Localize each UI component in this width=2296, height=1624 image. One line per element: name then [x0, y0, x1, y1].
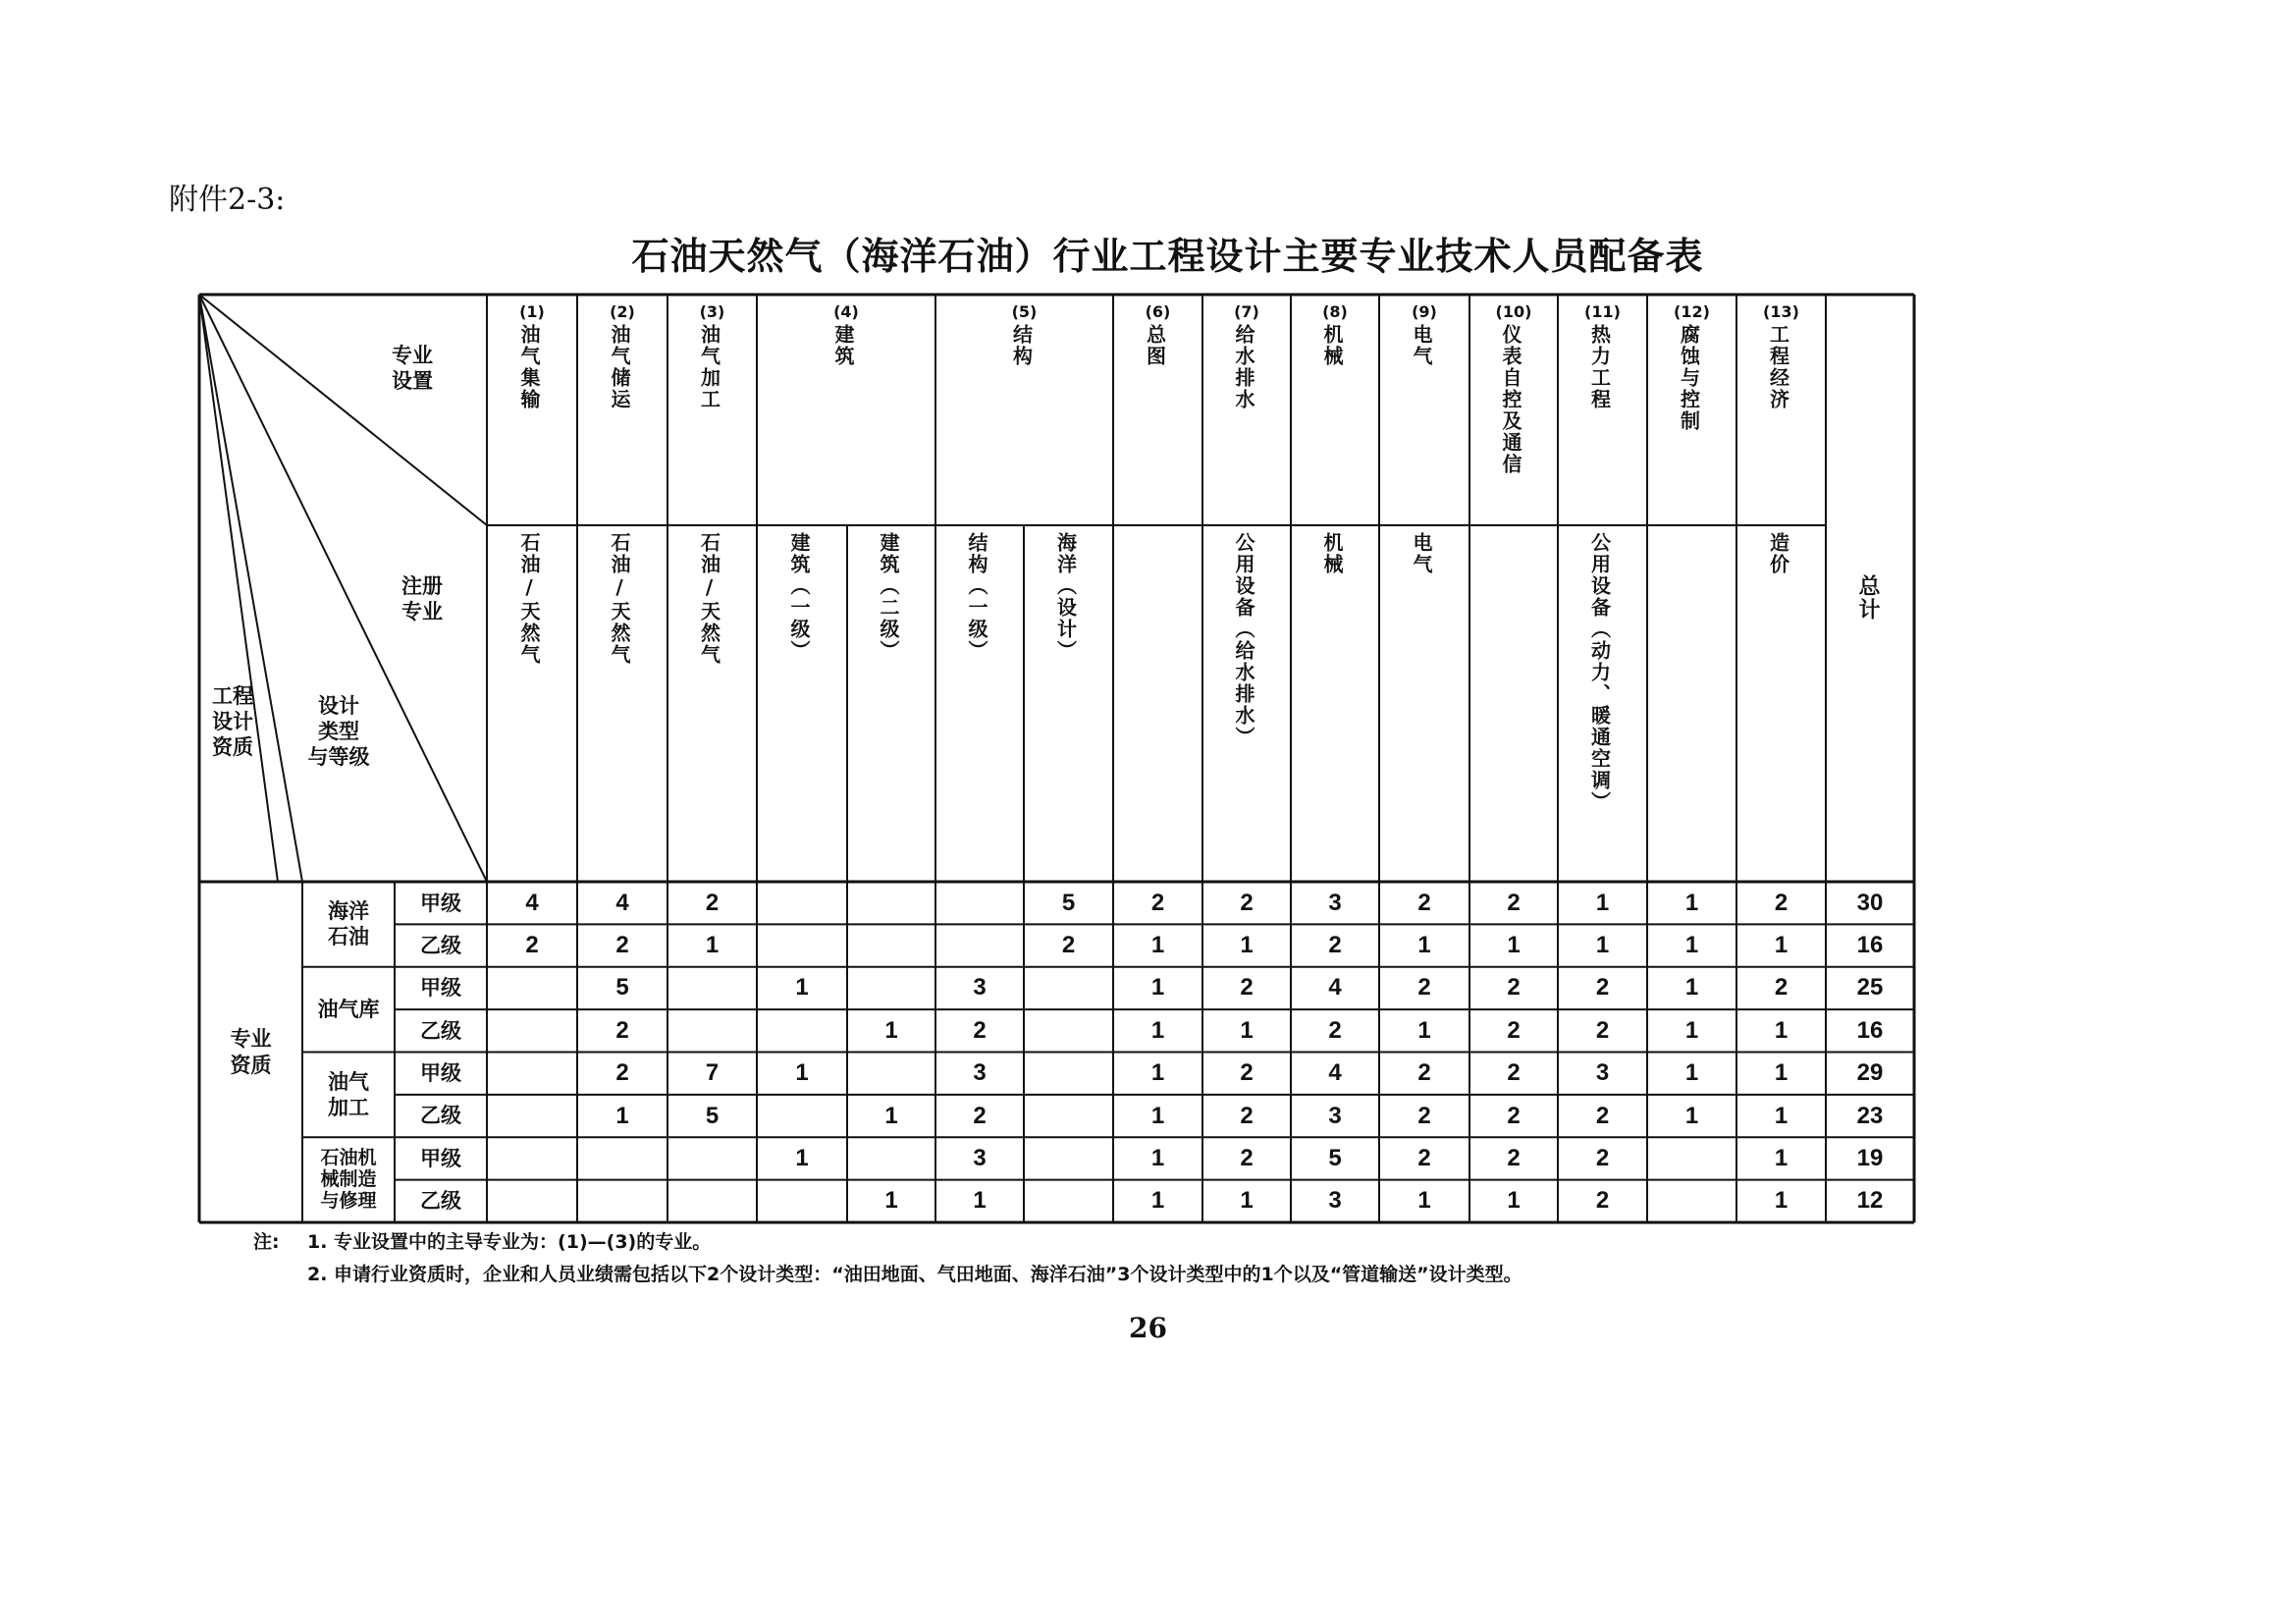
- specialty-name: 给水排水: [1232, 324, 1255, 410]
- specialty-number: (1): [519, 301, 545, 321]
- specialty-name: 建筑: [831, 324, 855, 367]
- data-value: 3: [1328, 889, 1342, 916]
- data-value: 1: [795, 1144, 809, 1171]
- specialty-number: (7): [1234, 301, 1259, 321]
- total-value: 16: [1856, 932, 1884, 959]
- data-value: 1: [1150, 974, 1165, 1001]
- data-value: 1: [1595, 889, 1610, 916]
- data-value: 3: [973, 1144, 987, 1171]
- specialty-number: (3): [699, 301, 725, 321]
- specialty-name: 仪表自控及通信: [1499, 324, 1522, 475]
- data-value: 1: [1774, 1059, 1789, 1087]
- specialty-number: (10): [1495, 301, 1532, 321]
- data-value: 2: [973, 1102, 987, 1129]
- data-value: 1: [973, 1187, 987, 1215]
- total-value: 12: [1856, 1187, 1884, 1215]
- specialty-number: (5): [1011, 301, 1038, 321]
- note-1: 1. 专业设置中的主导专业为：(1)—(3)的专业。: [307, 1231, 712, 1253]
- registered-specialty: 机械: [1320, 532, 1344, 575]
- data-value: 1: [1240, 1016, 1254, 1044]
- specialty-number: (8): [1322, 301, 1348, 321]
- data-value: 1: [1240, 1187, 1254, 1215]
- notes-label: 注:: [253, 1231, 280, 1253]
- total-header: 总计: [1855, 574, 1880, 622]
- data-value: 1: [1684, 932, 1699, 959]
- attachment-label: 附件2-3:: [169, 183, 286, 217]
- total-value: 30: [1856, 889, 1884, 916]
- data-value: 2: [1595, 1187, 1610, 1215]
- data-value: 5: [615, 974, 629, 1001]
- data-value: 2: [1507, 1059, 1521, 1087]
- data-value: 1: [884, 1187, 898, 1215]
- data-value: 3: [1595, 1059, 1610, 1087]
- data-value: 3: [1328, 1187, 1342, 1215]
- registered-specialty: 结构（一级）: [965, 532, 988, 662]
- registered-specialty: 海洋（设计）: [1053, 532, 1078, 662]
- data-value: 2: [1417, 974, 1431, 1001]
- registered-specialty: 电气: [1410, 532, 1433, 575]
- data-value: 1: [1774, 1102, 1789, 1129]
- data-value: 2: [1240, 974, 1254, 1001]
- data-value: 1: [884, 1016, 898, 1044]
- data-value: 2: [1328, 1016, 1342, 1044]
- specialty-name: 腐蚀与控制: [1677, 324, 1701, 432]
- specialty-number: (6): [1145, 301, 1171, 321]
- specialty-number: (13): [1763, 301, 1799, 321]
- specialty-name: 油气储运: [608, 324, 631, 410]
- data-value: 2: [1774, 974, 1789, 1001]
- data-value: 1: [615, 1102, 629, 1129]
- category-label: 专业 资质: [230, 1027, 272, 1077]
- data-value: 2: [525, 932, 539, 959]
- specialty-number: (12): [1674, 301, 1710, 321]
- corner-specialty-setting: 专业 设置: [392, 343, 433, 393]
- registered-specialty: 造价: [1766, 532, 1790, 575]
- grade-label: 乙级: [420, 1018, 461, 1043]
- data-value: 2: [1507, 974, 1521, 1001]
- data-value: 1: [1774, 1187, 1789, 1215]
- group-label: 石油机 械制造 与修理: [320, 1146, 377, 1212]
- corner-diagonal: [199, 295, 302, 882]
- data-value: 4: [1328, 1059, 1342, 1087]
- data-value: 1: [1774, 932, 1789, 959]
- data-value: 2: [1774, 889, 1789, 916]
- data-value: 1: [1684, 889, 1699, 916]
- data-value: 1: [1507, 1187, 1521, 1215]
- data-value: 1: [1684, 1059, 1699, 1087]
- data-value: 3: [973, 974, 987, 1001]
- data-value: 1: [1150, 1144, 1165, 1171]
- data-value: 2: [705, 889, 720, 916]
- grade-label: 甲级: [420, 976, 461, 1001]
- data-value: 1: [705, 932, 720, 959]
- data-value: 2: [1417, 889, 1431, 916]
- data-value: 1: [795, 974, 809, 1001]
- corner-registered-specialty: 注册 专业: [401, 573, 443, 623]
- data-value: 1: [795, 1059, 809, 1087]
- data-value: 1: [1684, 974, 1699, 1001]
- data-value: 2: [1507, 1144, 1521, 1171]
- specialty-name: 工程经济: [1766, 324, 1790, 410]
- data-value: 2: [1417, 1059, 1431, 1087]
- document-title: 石油天然气（海洋石油）行业工程设计主要专业技术人员配备表: [631, 235, 1704, 278]
- registered-specialty: 石油/天然气: [697, 532, 721, 666]
- corner-diagonal: [199, 295, 487, 525]
- data-value: 1: [1150, 1102, 1165, 1129]
- registered-specialty: 建筑（一级）: [787, 532, 811, 662]
- data-value: 2: [1595, 1144, 1610, 1171]
- grade-label: 乙级: [420, 1189, 461, 1214]
- data-value: 2: [1507, 1102, 1521, 1129]
- data-value: 4: [525, 889, 539, 916]
- data-value: 3: [973, 1059, 987, 1087]
- data-value: 1: [1595, 932, 1610, 959]
- data-value: 3: [1328, 1102, 1342, 1129]
- data-value: 2: [1595, 1016, 1610, 1044]
- group-label: 海洋 石油: [328, 899, 369, 949]
- total-value: 16: [1856, 1016, 1884, 1044]
- data-value: 2: [1417, 1144, 1431, 1171]
- data-value: 1: [1240, 932, 1254, 959]
- data-value: 2: [1595, 974, 1610, 1001]
- specialty-number: (9): [1412, 301, 1437, 321]
- data-value: 2: [1595, 1102, 1610, 1129]
- data-value: 5: [1328, 1144, 1342, 1171]
- specialty-name: 油气集输: [517, 324, 541, 410]
- data-value: 2: [1507, 889, 1521, 916]
- total-value: 25: [1856, 974, 1884, 1001]
- data-value: 1: [1417, 1187, 1431, 1215]
- data-value: 7: [705, 1059, 720, 1087]
- corner-design-type-grade: 设计 类型 与等级: [307, 693, 370, 770]
- data-value: 1: [884, 1102, 898, 1129]
- grade-label: 甲级: [420, 1146, 461, 1170]
- specialty-name: 机械: [1320, 324, 1344, 367]
- data-value: 2: [615, 932, 629, 959]
- data-value: 1: [1774, 1144, 1789, 1171]
- specialty-name: 总图: [1143, 324, 1167, 367]
- specialty-name: 热力工程: [1587, 324, 1612, 410]
- total-value: 23: [1856, 1102, 1884, 1129]
- grade-label: 乙级: [420, 933, 461, 957]
- registered-specialty: 石油/天然气: [517, 532, 541, 666]
- data-value: 1: [1507, 932, 1521, 959]
- data-value: 1: [1684, 1102, 1699, 1129]
- note-2: 2. 申请行业资质时，企业和人员业绩需包括以下2个设计类型：“油田地面、气田地面、海洋石油”3个设计类型中的1个以及“管道输送”设计类型。: [307, 1264, 1522, 1285]
- specialty-number: (2): [610, 301, 635, 321]
- data-value: 2: [1240, 1102, 1254, 1129]
- corner-diagonal: [199, 295, 278, 882]
- data-value: 4: [1328, 974, 1342, 1001]
- data-value: 2: [1150, 889, 1165, 916]
- data-value: 2: [615, 1016, 629, 1044]
- total-value: 19: [1856, 1144, 1884, 1171]
- data-value: 2: [973, 1016, 987, 1044]
- grade-label: 甲级: [420, 891, 461, 915]
- specialty-name: 油气加工: [697, 324, 721, 410]
- data-value: 1: [1150, 1187, 1165, 1215]
- data-value: 5: [705, 1102, 720, 1129]
- data-value: 2: [1417, 1102, 1431, 1129]
- grade-label: 甲级: [420, 1061, 461, 1086]
- registered-specialty: 石油/天然气: [608, 532, 631, 666]
- data-value: 2: [1240, 1144, 1254, 1171]
- data-value: 1: [1774, 1016, 1789, 1044]
- data-value: 1: [1417, 1016, 1431, 1044]
- data-value: 2: [1240, 1059, 1254, 1087]
- specialty-name: 结构: [1009, 324, 1034, 367]
- data-value: 2: [1061, 932, 1076, 959]
- data-value: 2: [615, 1059, 629, 1087]
- data-value: 1: [1150, 932, 1165, 959]
- total-value: 29: [1856, 1059, 1884, 1087]
- data-value: 1: [1417, 932, 1431, 959]
- data-value: 2: [1240, 889, 1254, 916]
- group-label: 油气库: [317, 998, 380, 1021]
- corner-qualification: 工程 设计 资质: [212, 683, 253, 760]
- registered-specialty: 公用设备（动力、暖通空调）: [1587, 532, 1612, 813]
- registered-specialty: 公用设备（给水排水）: [1232, 532, 1255, 748]
- specialty-number: (4): [833, 301, 859, 321]
- specialty-number: (11): [1584, 301, 1621, 321]
- data-value: 1: [1150, 1059, 1165, 1087]
- group-label: 油气 加工: [328, 1069, 369, 1119]
- data-value: 5: [1061, 889, 1076, 916]
- data-value: 2: [1328, 932, 1342, 959]
- data-value: 1: [1684, 1016, 1699, 1044]
- page-number: 26: [1129, 1312, 1167, 1344]
- data-value: 4: [615, 889, 629, 916]
- data-value: 1: [1150, 1016, 1165, 1044]
- specialty-name: 电气: [1410, 324, 1433, 367]
- data-value: 2: [1507, 1016, 1521, 1044]
- grade-label: 乙级: [420, 1104, 461, 1128]
- registered-specialty: 建筑（二级）: [877, 532, 900, 662]
